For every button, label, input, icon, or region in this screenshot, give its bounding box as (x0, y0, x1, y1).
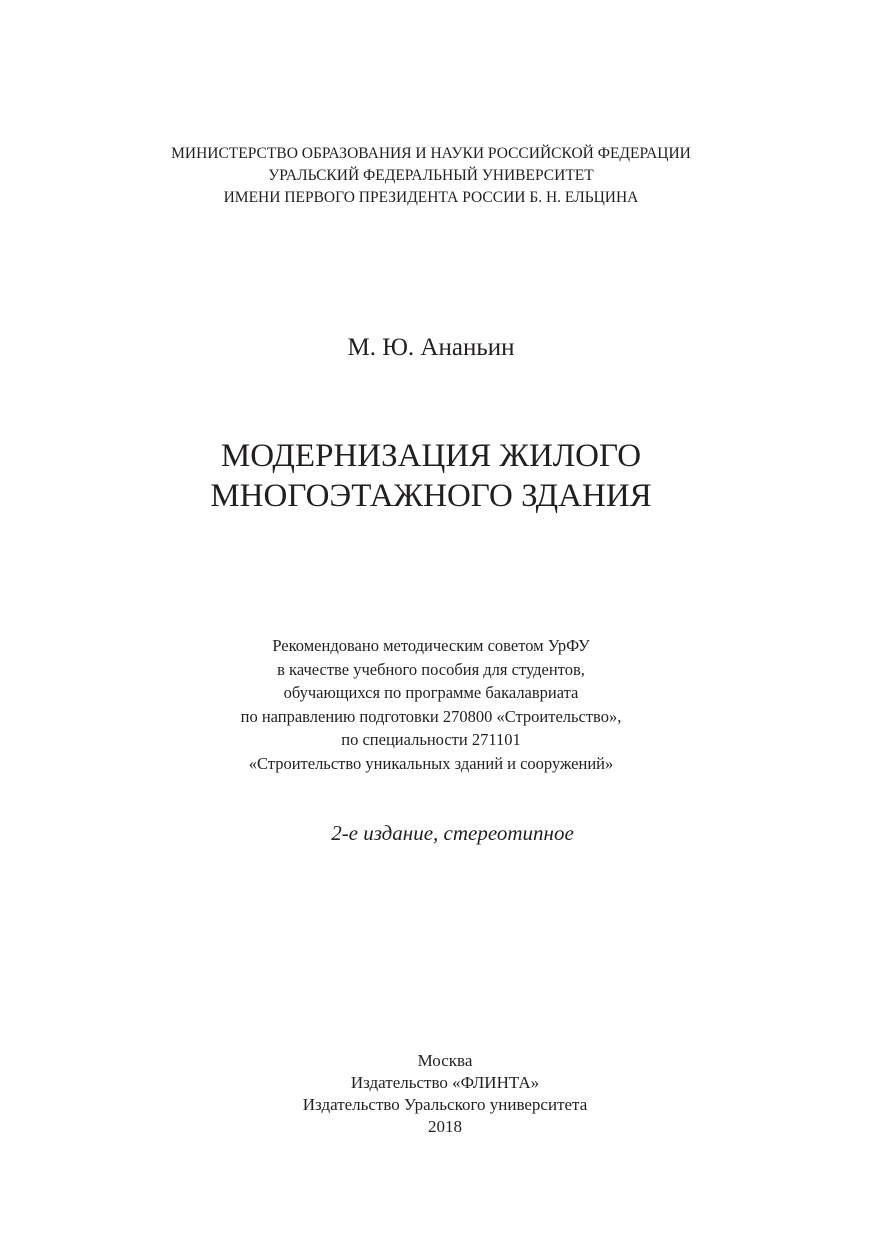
recommendation-text (0, 634, 862, 775)
recommendation-line: обучающихся по программе бакалавриата (283, 683, 579, 702)
book-title (0, 436, 862, 516)
university-name-line: ИМЕНИ ПЕРВОГО ПРЕЗИДЕНТА РОССИИ Б. Н. ЕЛЬЦИНА (223, 189, 639, 206)
recommendation-line: Рекомендовано методическим советом УрФУ (272, 636, 590, 655)
author-name: М. Ю. Ананьин (347, 334, 515, 361)
publisher-line: Издательство «ФЛИНТА» (350, 1073, 540, 1092)
ministry-line: МИНИСТЕРСТВО ОБРАЗОВАНИЯ И НАУКИ РОССИЙСКОЙ ФЕДЕРАЦИИ (171, 145, 691, 162)
title-line: МОДЕРНИЗАЦИЯ ЖИЛОГО (220, 438, 642, 474)
recommendation-line: «Строительство уникальных зданий и сооружений» (248, 753, 614, 773)
publication-year: 2018 (428, 1117, 462, 1136)
recommendation-line: по специальности 271101 (341, 730, 521, 749)
edition-note: 2-е издание, стереотипное (331, 821, 574, 845)
institution-header (0, 143, 862, 209)
publisher-info (0, 1050, 875, 1138)
recommendation-line: по направлению подготовки 270800 «Строительство», (240, 706, 622, 726)
university-line: УРАЛЬСКИЙ ФЕДЕРАЛЬНЫЙ УНИВЕРСИТЕТ (268, 167, 594, 184)
title-line: МНОГОЭТАЖНОГО ЗДАНИЯ (210, 478, 652, 514)
publisher-city: Москва (417, 1051, 473, 1070)
recommendation-line: в качестве учебного пособия для студентов, (277, 659, 585, 679)
publisher-line: Издательство Уральского университета (302, 1095, 588, 1114)
